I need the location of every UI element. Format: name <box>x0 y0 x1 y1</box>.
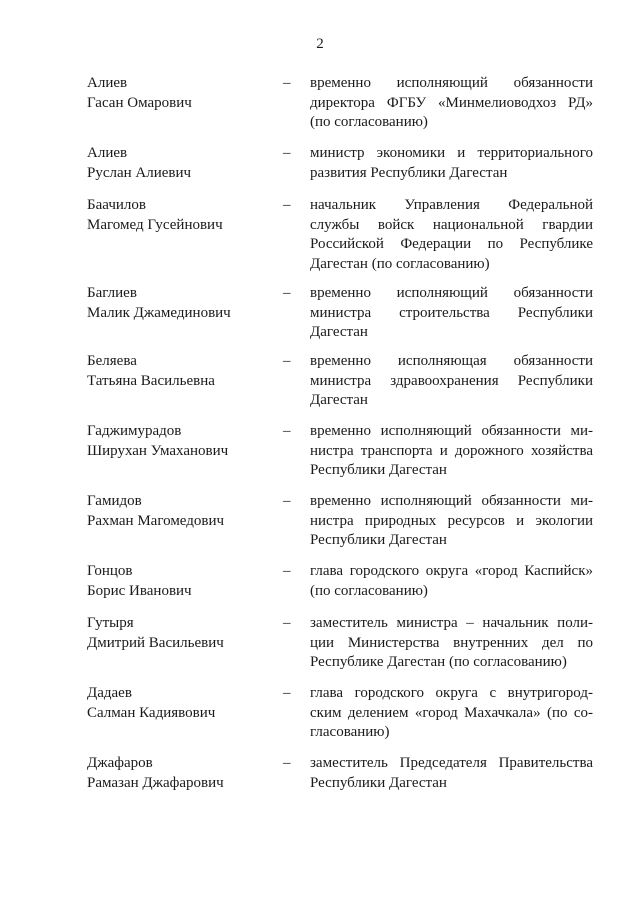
position-line: министра строительства Республики <box>310 304 593 321</box>
member-position <box>310 614 593 673</box>
position-line: Республики Дагестан <box>310 774 447 791</box>
member-name <box>87 74 272 113</box>
member-surname: Беляева <box>87 353 137 369</box>
member-given-names: Борис Иванович <box>87 582 192 599</box>
dash: – <box>283 685 291 701</box>
member-surname: Джафаров <box>87 755 153 771</box>
dash: – <box>283 493 291 509</box>
dash: – <box>283 563 291 579</box>
position-line: (по согласованию) <box>310 114 428 130</box>
dash: – <box>283 197 291 213</box>
member-position <box>310 422 593 481</box>
member-position <box>310 352 593 411</box>
position-line: Республике Дагестан (по согласованию) <box>310 654 567 670</box>
dash: – <box>283 75 291 91</box>
member-given-names: Салман Кадиявович <box>87 704 216 721</box>
member-given-names: Магомед Гусейнович <box>87 216 223 233</box>
position-line: директора ФГБУ «Минмелиоводхоз РД» <box>310 94 593 111</box>
position-line: министра здравоохранения Республики <box>310 372 593 389</box>
position-line: Республики Дагестан <box>310 462 447 478</box>
member-name <box>87 352 272 391</box>
position-line: глава городского округа с внутригород- <box>310 685 593 701</box>
member-name <box>87 492 272 531</box>
member-given-names: Ширухан Умаханович <box>87 442 229 459</box>
member-position <box>310 284 593 343</box>
position-line: Дагестан <box>310 324 368 340</box>
position-line: нистра транспорта и дорожного хозяйства <box>310 442 593 459</box>
member-given-names: Дмитрий Васильевич <box>87 634 224 651</box>
position-line: временно исполняющий обязанности <box>310 285 593 301</box>
member-given-names: Рахман Магомедович <box>87 512 225 529</box>
position-line: заместитель министра – начальник поли- <box>310 615 593 631</box>
member-given-names: Руслан Алиевич <box>87 164 192 181</box>
position-line: службы войск национальной гвардии <box>310 216 593 233</box>
member-position <box>310 492 593 551</box>
position-line: временно исполняющая обязанности <box>310 353 593 369</box>
member-surname: Алиев <box>87 145 128 161</box>
position-line: глава городского округа «город Каспийск» <box>310 563 593 579</box>
member-name <box>87 284 272 323</box>
member-given-names: Татьяна Васильевна <box>87 372 215 389</box>
position-line: Дагестан (по согласованию) <box>310 255 490 272</box>
member-position <box>310 562 593 601</box>
member-surname: Баачилов <box>87 197 146 213</box>
page-number: 2 <box>316 36 324 52</box>
member-name <box>87 196 272 235</box>
member-surname: Гаджимурадов <box>87 423 182 439</box>
member-surname: Гамидов <box>87 493 142 509</box>
member-surname: Баглиев <box>87 285 137 301</box>
dash: – <box>283 755 291 771</box>
member-position <box>310 196 593 274</box>
member-name <box>87 562 272 601</box>
member-name <box>87 684 272 723</box>
member-position <box>310 144 593 183</box>
position-line: (по согласованию) <box>310 582 428 599</box>
member-name <box>87 144 272 183</box>
position-line: временно исполняющий обязанности <box>310 75 593 91</box>
position-line: Российской Федерации по Республике <box>310 236 593 252</box>
position-line: ции Министерства внутренних дел по <box>310 634 593 651</box>
member-surname: Гутыря <box>87 615 134 631</box>
position-line: нистра природных ресурсов и экологии <box>310 512 593 529</box>
dash: – <box>283 615 291 631</box>
dash: – <box>283 145 291 161</box>
member-name <box>87 422 272 461</box>
position-line: ским делением «город Махачкала» (по со- <box>310 704 593 721</box>
member-surname: Гонцов <box>87 563 133 579</box>
member-given-names: Рамазан Джафарович <box>87 774 224 791</box>
position-line: временно исполняющий обязанности ми- <box>310 493 593 509</box>
position-line: начальник Управления Федеральной <box>310 197 593 213</box>
position-line: временно исполняющий обязанности ми- <box>310 423 593 439</box>
member-given-names: Гасан Омарович <box>87 94 192 111</box>
member-surname: Дадаев <box>87 685 132 701</box>
member-position <box>310 754 593 793</box>
position-line: Республики Дагестан <box>310 532 447 548</box>
dash: – <box>283 285 291 301</box>
position-line: гласованию) <box>310 724 390 740</box>
member-given-names: Малик Джамединович <box>87 304 231 321</box>
member-name <box>87 614 272 653</box>
member-position <box>310 74 593 133</box>
member-name <box>87 754 272 793</box>
position-line: Дагестан <box>310 392 368 408</box>
dash: – <box>283 423 291 439</box>
position-line: заместитель Председателя Правительства <box>310 755 593 771</box>
position-line: министр экономики и территориального <box>310 145 593 161</box>
position-line: развития Республики Дагестан <box>310 164 508 181</box>
member-surname: Алиев <box>87 75 128 91</box>
dash: – <box>283 353 291 369</box>
member-position <box>310 684 593 743</box>
